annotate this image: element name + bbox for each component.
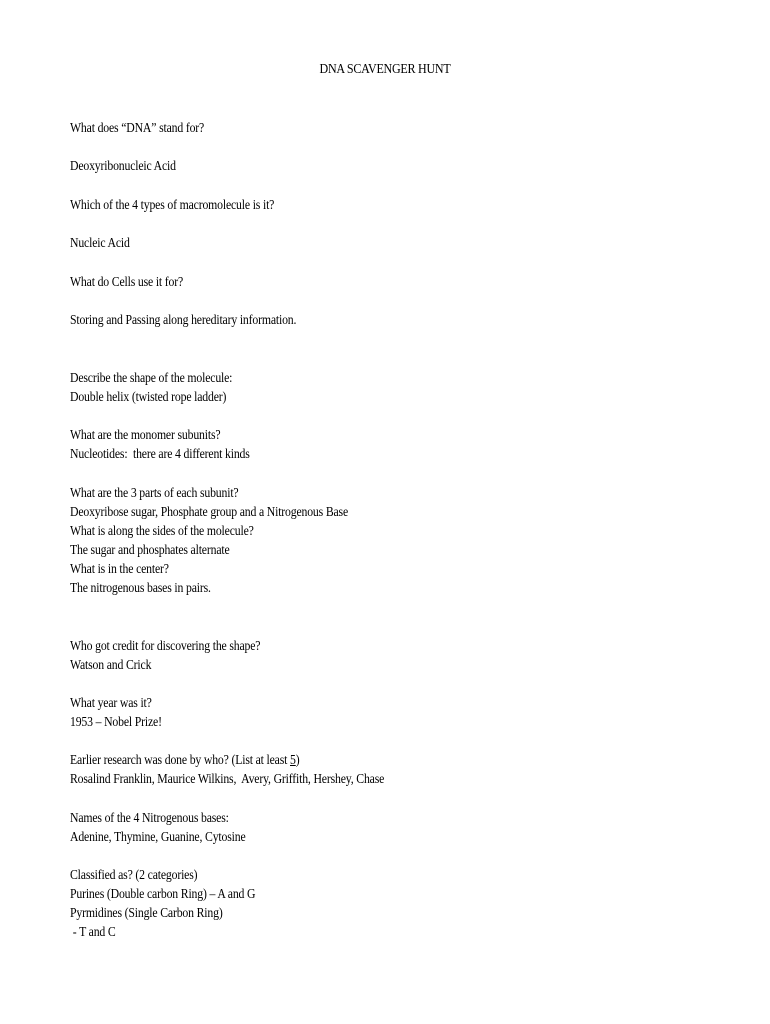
question-cell-use: What do Cells use it for? <box>70 275 184 290</box>
answer-molecule-shape: Double helix (twisted rope ladder) <box>70 390 227 405</box>
question-molecule-shape: Describe the shape of the molecule: <box>70 371 233 386</box>
question-molecule-sides: What is along the sides of the molecule? <box>70 524 254 539</box>
answer-dna-meaning: Deoxyribonucleic Acid <box>70 159 176 174</box>
question-macromolecule-type: Which of the 4 types of macromolecule is it? <box>70 198 275 213</box>
answer-pyrimidines-bases: - T and C <box>70 925 116 940</box>
answer-subunit-parts: Deoxyribose sugar, Phosphate group and a Nitrogenous Base <box>70 505 349 520</box>
answer-molecule-center: The nitrogenous bases in pairs. <box>70 581 211 596</box>
answer-nitrogenous-bases: Adenine, Thymine, Guanine, Cytosine <box>70 830 246 845</box>
question-monomer-subunits: What are the monomer subunits? <box>70 428 221 443</box>
question-dna-meaning: What does “DNA” stand for? <box>70 121 205 136</box>
question-earlier-research <box>70 751 299 770</box>
closing-paren: ) <box>295 753 300 768</box>
question-subunit-parts: What are the 3 parts of each subunit? <box>70 486 239 501</box>
question-molecule-center: What is in the center? <box>70 562 169 577</box>
answer-discovery-credit: Watson and Crick <box>70 658 152 673</box>
answer-earlier-research: Rosalind Franklin, Maurice Wilkins, Avery, Griffith, Hershey, Chase <box>70 772 385 787</box>
answer-pyrimidines: Pyrmidines (Single Carbon Ring) <box>70 906 223 921</box>
answer-molecule-sides: The sugar and phosphates alternate <box>70 543 230 558</box>
answer-cell-use: Storing and Passing along hereditary information. <box>70 313 297 328</box>
question-earlier-research-text: Earlier research was done by who? (List at least <box>70 753 291 768</box>
question-discovery-credit: Who got credit for discovering the shape? <box>70 639 261 654</box>
answer-macromolecule-type: Nucleic Acid <box>70 236 130 251</box>
answer-discovery-year: 1953 – Nobel Prize! <box>70 715 162 730</box>
question-nitrogenous-bases: Names of the 4 Nitrogenous bases: <box>70 811 229 826</box>
answer-purines: Purines (Double carbon Ring) – A and G <box>70 887 256 902</box>
question-discovery-year: What year was it? <box>70 696 152 711</box>
document-title: DNA SCAVENGER HUNT <box>319 62 451 77</box>
answer-monomer-subunits: Nucleotides: there are 4 different kinds <box>70 447 250 462</box>
underlined-count: 5 <box>290 753 296 768</box>
question-classification: Classified as? (2 categories) <box>70 868 198 883</box>
